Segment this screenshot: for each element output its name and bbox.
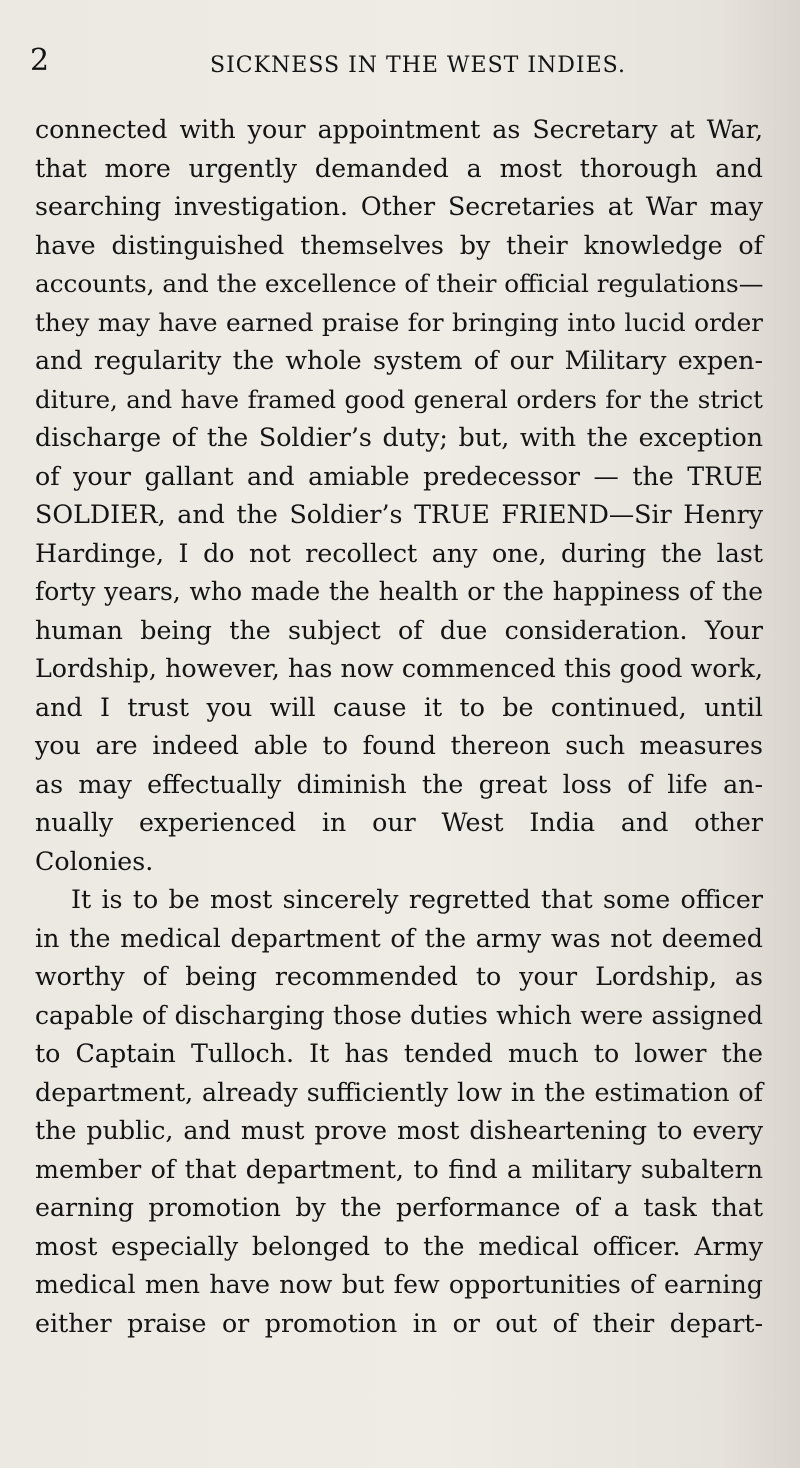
text-line: of your gallant and amiable predecessor — the TRUE [35, 461, 763, 491]
text-line: nually experienced in our West India and other [35, 808, 763, 837]
text-line: medical men have now but few opportunities of earning [35, 1270, 763, 1299]
text-line: they may have earned praise for bringing into lucid order [35, 307, 763, 337]
text-line: capable of discharging those duties which were assigned [35, 1000, 763, 1030]
text-line: discharge of the Soldier’s duty; but, with the exception [35, 423, 763, 452]
text-line: that more urgently demanded a most thorough and [35, 153, 763, 183]
text-line: member of that department, to find a military subaltern [35, 1154, 763, 1184]
text-line: connected with your appointment as Secretary at War, [35, 115, 763, 144]
text-line: earning promotion by the performance of a task that [35, 1193, 763, 1222]
text-line: diture, and have framed good general orders for the strict [35, 384, 763, 414]
body-text [35, 111, 763, 1343]
text-line: you are indeed able to found thereon such measures [35, 731, 763, 760]
text-line: the public, and must prove most disheartening to every [35, 1116, 763, 1145]
text-line: department, already sufficiently low in the estimation of [35, 1077, 763, 1107]
text-line: most especially belonged to the medical officer. Army [35, 1231, 763, 1261]
text-line: accounts, and the excellence of their official regulations— [35, 269, 764, 298]
text-line: worthy of being recommended to your Lordship, as [35, 962, 763, 991]
text-line: have distinguished themselves by their knowledge of [35, 230, 763, 260]
text-line: It is to be most sincerely regretted that some officer [71, 885, 763, 914]
text-line: forty years, who made the health or the happiness of the [35, 577, 763, 606]
text-line: Hardinge, I do not recollect any one, during the last [35, 538, 763, 568]
text-line: Colonies. [35, 846, 154, 876]
running-head: SICKNESS IN THE WEST INDIES. [210, 53, 626, 78]
text-line: and I trust you will cause it to be continued, until [35, 692, 763, 722]
text-line: human being the subject of due consideration. Your [35, 615, 763, 645]
text-line: to Captain Tulloch. It has tended much to lower the [35, 1039, 763, 1068]
text-line: either praise or promotion in or out of their depart- [35, 1308, 763, 1338]
text-line: searching investigation. Other Secretaries at War may [35, 192, 763, 221]
page-number: 2 [30, 43, 50, 78]
text-line: and regularity the whole system of our Military expen- [35, 346, 763, 375]
text-line: SOLDIER, and the Soldier’s TRUE FRIEND—Sir Henry [35, 500, 763, 529]
text-line: as may effectually diminish the great loss of life an- [35, 769, 763, 799]
text-line: Lordship, however, has now commenced this good work, [35, 654, 763, 683]
text-line: in the medical department of the army was not deemed [35, 923, 763, 953]
